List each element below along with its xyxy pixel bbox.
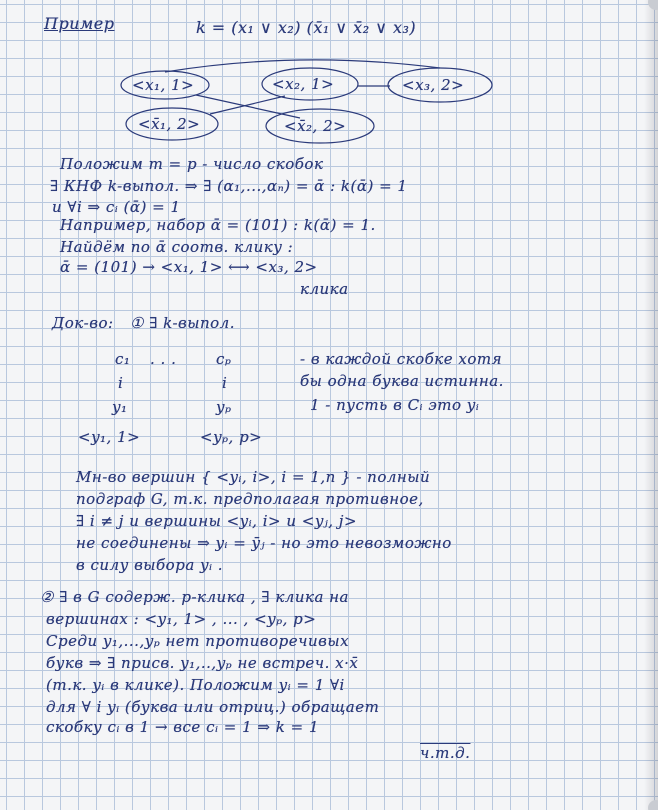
proof-paragraph-line: ∃ i ≠ j и вершины <yᵢ, i> и <yⱼ, j> [76,512,358,530]
part2-line: ② ∃ в G содерж. p-клика , ∃ клика на [40,588,349,606]
proof-paragraph-line: не соединены ⇒ yᵢ = ȳⱼ - но это невозможно [76,534,452,552]
proof-dots: . . . [150,350,177,368]
proof-col1-item: y₁ [112,398,128,416]
text-line-clique: клика [300,280,349,298]
edge-x1-notx2 [196,95,300,118]
part2-line: вершинах : <y₁, 1> , ... , <yₚ, p> [46,610,317,628]
page-edge-shadow [644,0,658,810]
proof-paragraph-line: в силу выбора yᵢ . [76,556,224,574]
proof-paragraph-line: подграф G, т.к. предполагая противное, [76,490,424,508]
proof-note: - в каждой скобке хотя [300,350,503,368]
example-formula: k = (x₁ ∨ x₂) (x̄₁ ∨ x̄₂ ∨ x₃) [196,18,417,37]
edge-notx1-x2 [210,96,285,114]
proof-col2-item: <yₚ, p> [200,428,263,446]
graph-node: <x₁, 1> [132,76,195,94]
part2-line: (т.к. yᵢ в клике). Положим yᵢ = 1 ∀i [46,676,345,694]
graph-node: <x̄₂, 2> [284,117,347,135]
proof-col1-item: c₁ [115,350,131,368]
text-line: ∃ КНФ k-выпол. ⇒ ∃ (α₁,...,αₙ) = ᾱ : k(ᾱ) = 1 [50,177,408,195]
part2-line: букв ⇒ ∃ присв. y₁,..,yₚ не встреч. x·x̄ [46,654,359,672]
proof-note: бы одна буква истинна. [300,372,504,390]
proof-paragraph-line: Мн-во вершин { <yᵢ, i>, i = 1,n } - полный [76,468,431,486]
example-title: Пример [44,14,115,33]
proof-col1-item: i [118,374,124,392]
text-line: Положим m = p - число скобок [60,155,324,173]
qed-mark: ч.т.д. [420,744,471,762]
proof-col2-item: yₚ [216,398,232,416]
graph-node: <x₃, 2> [402,76,465,94]
part2-line: скобку cᵢ в 1 → все cᵢ = 1 ⇒ k = 1 [46,718,319,736]
graph-node: <x̄₁, 2> [138,115,201,133]
text-line: Например, набор ᾱ = (101) : k(ᾱ) = 1. [60,216,376,234]
text-line: и ∀i ⇒ cᵢ (ᾱ) = 1 [52,198,181,216]
text-line: Найдём по ᾱ соотв. клику : [60,238,294,256]
proof-note: 1 - пусть в Cᵢ это yᵢ [310,396,480,414]
proof-col2-item: cₚ [216,350,232,368]
proof-col1-item: <y₁, 1> [78,428,141,446]
part2-line: для ∀ i yᵢ (буква или отриц.) обращает [46,698,380,716]
page-corner-bottom-right [648,800,658,810]
proof-heading: Док-во: [52,314,114,332]
proof-step-1: ① ∃ k-выпол. [130,314,235,332]
proof-col2-item: i [222,374,228,392]
edge-x1-x3 [165,60,440,72]
part2-line: Среди y₁,...,yₚ нет противоречивых [46,632,350,650]
graph-node: <x₂, 1> [272,75,335,93]
text-line: ᾱ = (101) → <x₁, 1> ⟷ <x₃, 2> [60,258,318,276]
